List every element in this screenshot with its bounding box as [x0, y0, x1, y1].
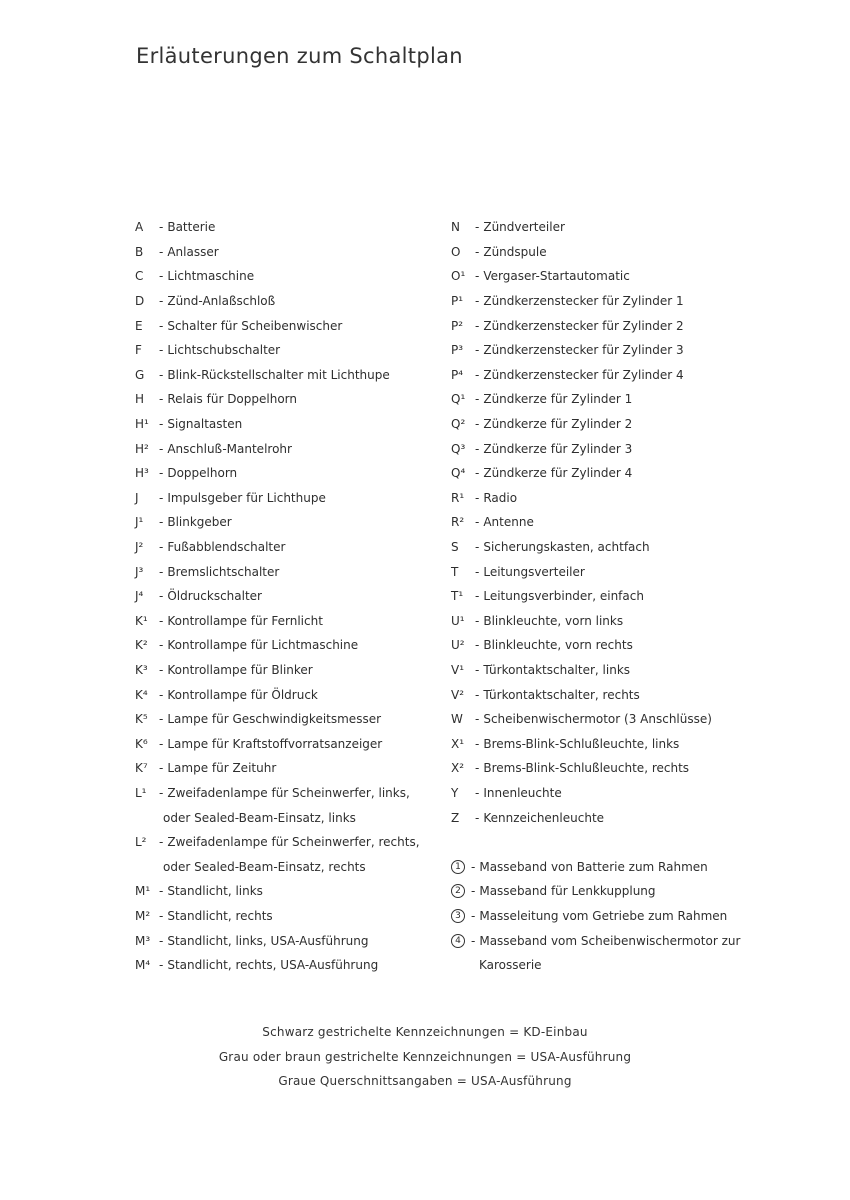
separator: -	[475, 392, 480, 407]
legend-entry	[451, 215, 841, 240]
circled-number: 2	[451, 884, 465, 898]
separator: -	[159, 392, 164, 407]
legend-entry	[135, 510, 445, 535]
legend-code: K⁵	[135, 712, 148, 727]
legend-entry	[135, 338, 445, 363]
legend-description: Blinkgeber	[167, 515, 232, 530]
legend-entry	[135, 854, 445, 879]
legend-code: Q¹	[451, 392, 466, 407]
legend-code: T¹	[451, 589, 464, 604]
separator: -	[475, 318, 480, 333]
separator: -	[475, 490, 480, 505]
legend-code: F	[135, 343, 142, 358]
legend-entry	[451, 510, 841, 535]
circled-number: 1	[451, 860, 465, 874]
ground-entry	[451, 904, 841, 929]
legend-code: Y	[451, 785, 459, 800]
legend-description: Radio	[483, 490, 518, 505]
spacer	[451, 830, 841, 855]
legend-description: Vergaser-Startautomatic	[483, 269, 630, 284]
legend-code: M³	[135, 933, 151, 948]
separator: -	[475, 638, 480, 653]
legend-entry	[135, 805, 445, 830]
separator: -	[475, 244, 480, 259]
legend-entry	[135, 559, 445, 584]
legend-entry	[135, 756, 445, 781]
legend-code: J⁴	[135, 589, 144, 604]
legend-code: V¹	[451, 662, 465, 677]
legend-description: Zündkerzenstecker für Zylinder 3	[483, 343, 684, 358]
separator: -	[159, 613, 164, 628]
separator: -	[159, 564, 164, 579]
separator: -	[475, 343, 480, 358]
legend-code: H	[135, 392, 145, 407]
legend-description: Zündkerzenstecker für Zylinder 4	[483, 367, 684, 382]
separator: -	[159, 244, 164, 259]
separator: -	[159, 367, 164, 382]
legend-description: Zündkerzenstecker für Zylinder 1	[483, 294, 684, 309]
separator: -	[159, 785, 164, 800]
legend-entry	[451, 756, 841, 781]
legend-entry	[135, 879, 445, 904]
legend-entry	[451, 805, 841, 830]
legend-code: E	[135, 318, 143, 333]
legend-description: Zweifadenlampe für Scheinwerfer, rechts,	[167, 835, 420, 850]
legend-code: C	[135, 269, 144, 284]
separator: -	[475, 761, 480, 776]
circled-number: 4	[451, 934, 465, 948]
legend-entry	[135, 731, 445, 756]
legend-code: P¹	[451, 294, 464, 309]
legend-code: P³	[451, 343, 464, 358]
ground-description: Masseband von Batterie zum Rahmen	[479, 859, 708, 874]
legend-entry	[451, 264, 841, 289]
separator: -	[475, 466, 480, 481]
legend-description: Kontrollampe für Fernlicht	[167, 613, 323, 628]
separator: -	[475, 441, 480, 456]
separator: -	[475, 613, 480, 628]
legend-entry	[451, 535, 841, 560]
legend-entry	[451, 363, 841, 388]
page-title: Erläuterungen zum Schaltplan	[136, 44, 463, 68]
legend-entry	[451, 412, 841, 437]
legend-code: S	[451, 540, 459, 555]
separator: -	[159, 417, 164, 432]
separator: -	[475, 564, 480, 579]
separator: -	[471, 859, 476, 874]
legend-description: Batterie	[167, 220, 216, 235]
legend-entry	[135, 387, 445, 412]
legend-description: Doppelhorn	[167, 466, 238, 481]
footnote-line: Grau oder braun gestrichelte Kennzeichnungen = USA-Ausführung	[218, 1049, 632, 1064]
footnotes	[0, 1020, 850, 1094]
ground-entry	[451, 953, 841, 978]
legend-description: Standlicht, links	[167, 884, 263, 899]
legend-description: Zündverteiler	[483, 220, 565, 235]
separator: -	[159, 269, 164, 284]
legend-description: Zündkerze für Zylinder 1	[483, 392, 633, 407]
legend-code: L¹	[135, 785, 147, 800]
separator: -	[475, 736, 480, 751]
legend-entry	[135, 682, 445, 707]
legend-entry	[135, 289, 445, 314]
legend-entry	[135, 609, 445, 634]
legend-code: V²	[451, 687, 465, 702]
legend-code: J¹	[135, 515, 144, 530]
legend-description: Standlicht, rechts	[167, 908, 273, 923]
legend-code: P⁴	[451, 367, 464, 382]
legend-description: Standlicht, links, USA-Ausführung	[167, 933, 369, 948]
legend-entry	[135, 264, 445, 289]
legend-code: A	[135, 220, 144, 235]
legend-code: M⁴	[135, 958, 151, 973]
legend-entry	[451, 609, 841, 634]
legend-code: T	[451, 564, 459, 579]
separator: -	[471, 933, 476, 948]
separator: -	[159, 441, 164, 456]
legend-entry	[135, 830, 445, 855]
legend-entry	[451, 633, 841, 658]
legend-entry	[451, 682, 841, 707]
legend-description: Standlicht, rechts, USA-Ausführung	[167, 958, 379, 973]
separator: -	[159, 220, 164, 235]
legend-entry	[451, 436, 841, 461]
ground-description: Masseband vom Scheibenwischermotor zur	[479, 933, 741, 948]
legend-description: Blinkleuchte, vorn links	[483, 613, 624, 628]
legend-code: X²	[451, 761, 465, 776]
legend-entry	[135, 781, 445, 806]
legend-code: M¹	[135, 884, 151, 899]
legend-code: P²	[451, 318, 464, 333]
circled-number: 3	[451, 909, 465, 923]
legend-description: Brems-Blink-Schlußleuchte, rechts	[483, 761, 690, 776]
separator: -	[159, 687, 164, 702]
legend-entry	[135, 535, 445, 560]
separator: -	[159, 318, 164, 333]
legend-description: Zünd-Anlaßschloß	[167, 294, 276, 309]
legend-entry	[135, 928, 445, 953]
ground-entry	[451, 854, 841, 879]
legend-description: Blink-Rückstellschalter mit Lichthupe	[167, 367, 390, 382]
separator: -	[159, 761, 164, 776]
ground-description: Masseleitung vom Getriebe zum Rahmen	[479, 908, 728, 923]
legend-description: Antenne	[483, 515, 534, 530]
legend-description: Zweifadenlampe für Scheinwerfer, links,	[167, 785, 410, 800]
legend-code: K¹	[135, 613, 148, 628]
legend-entry	[451, 707, 841, 732]
legend-description: Fußabblendschalter	[167, 540, 286, 555]
legend-code: R¹	[451, 490, 465, 505]
legend-entry	[135, 313, 445, 338]
separator: -	[475, 687, 480, 702]
legend-description: Zündkerze für Zylinder 4	[483, 466, 633, 481]
separator: -	[159, 958, 164, 973]
separator: -	[475, 662, 480, 677]
legend-code: Z	[451, 810, 460, 825]
legend-code: K²	[135, 638, 148, 653]
legend-code: N	[451, 220, 460, 235]
legend-entry	[135, 461, 445, 486]
separator: -	[159, 540, 164, 555]
separator: -	[475, 515, 480, 530]
legend-description: Öldruckschalter	[167, 589, 262, 604]
legend-description: Lichtmaschine	[167, 269, 255, 284]
legend-column-left	[135, 215, 445, 977]
separator: -	[159, 466, 164, 481]
legend-code: H¹	[135, 417, 149, 432]
separator: -	[475, 589, 480, 604]
legend-description: Zündspule	[483, 244, 547, 259]
legend-entry	[135, 707, 445, 732]
separator: -	[159, 835, 164, 850]
separator: -	[159, 736, 164, 751]
legend-code: Q⁴	[451, 466, 466, 481]
legend-code: X¹	[451, 736, 465, 751]
separator: -	[159, 490, 164, 505]
legend-code: U¹	[451, 613, 465, 628]
ground-description: Karosserie	[479, 958, 542, 973]
separator: -	[475, 810, 480, 825]
legend-entry	[135, 953, 445, 978]
separator: -	[475, 785, 480, 800]
legend-entry	[135, 215, 445, 240]
legend-description: Kontrollampe für Blinker	[167, 662, 313, 677]
legend-description: Kontrollampe für Lichtmaschine	[167, 638, 359, 653]
legend-code: W	[451, 712, 463, 727]
legend-code: K⁷	[135, 761, 148, 776]
separator: -	[159, 343, 164, 358]
legend-column-right	[451, 215, 841, 977]
legend-description: Kontrollampe für Öldruck	[167, 687, 318, 702]
legend-code: O	[451, 244, 461, 259]
legend-code: K³	[135, 662, 148, 677]
legend-description: Anlasser	[167, 244, 219, 259]
separator: -	[475, 367, 480, 382]
separator: -	[159, 908, 164, 923]
legend-code: K⁴	[135, 687, 148, 702]
legend-entry	[135, 904, 445, 929]
legend-code: U²	[451, 638, 465, 653]
legend-entry	[451, 387, 841, 412]
legend-entry	[451, 658, 841, 683]
legend-code: D	[135, 294, 145, 309]
legend-code: L²	[135, 835, 147, 850]
legend-description: Lampe für Zeituhr	[167, 761, 277, 776]
separator: -	[159, 933, 164, 948]
separator: -	[159, 294, 164, 309]
legend-description: Impulsgeber für Lichthupe	[167, 490, 326, 505]
separator: -	[471, 908, 476, 923]
legend-entry	[451, 781, 841, 806]
legend-description: oder Sealed-Beam-Einsatz, links	[163, 810, 356, 825]
legend-description: oder Sealed-Beam-Einsatz, rechts	[163, 859, 366, 874]
separator: -	[475, 712, 480, 727]
separator: -	[159, 515, 164, 530]
separator: -	[159, 712, 164, 727]
legend-code: J²	[135, 540, 144, 555]
legend-description: Lampe für Geschwindigkeitsmesser	[167, 712, 382, 727]
legend-entry	[451, 486, 841, 511]
legend-description: Zündkerzenstecker für Zylinder 2	[483, 318, 684, 333]
legend-entry	[135, 363, 445, 388]
legend-entry	[451, 461, 841, 486]
legend-description: Lichtschubschalter	[167, 343, 281, 358]
legend-entry	[451, 240, 841, 265]
ground-entry	[451, 928, 841, 953]
legend-code: J³	[135, 564, 144, 579]
legend-description: Innenleuchte	[483, 785, 562, 800]
legend-code: K⁶	[135, 736, 148, 751]
legend-entry	[135, 658, 445, 683]
legend-description: Sicherungskasten, achtfach	[483, 540, 650, 555]
ground-entry	[451, 879, 841, 904]
legend-description: Lampe für Kraftstoffvorratsanzeiger	[167, 736, 383, 751]
legend-entry	[135, 240, 445, 265]
legend-description: Leitungsverteiler	[483, 564, 585, 579]
legend-code: M²	[135, 908, 151, 923]
separator: -	[159, 589, 164, 604]
legend-description: Bremslichtschalter	[167, 564, 280, 579]
legend-entry	[451, 559, 841, 584]
legend-code: J	[135, 490, 139, 505]
legend-code: H²	[135, 441, 149, 456]
legend-description: Brems-Blink-Schlußleuchte, links	[483, 736, 680, 751]
legend-entry	[135, 436, 445, 461]
legend-code: O¹	[451, 269, 466, 284]
separator: -	[475, 417, 480, 432]
legend-description: Scheibenwischermotor (3 Anschlüsse)	[483, 712, 712, 727]
legend-code: G	[135, 367, 145, 382]
legend-entry	[135, 412, 445, 437]
legend-description: Blinkleuchte, vorn rechts	[483, 638, 633, 653]
legend-description: Kennzeichenleuchte	[483, 810, 605, 825]
legend-entry	[135, 486, 445, 511]
legend-entry	[451, 338, 841, 363]
separator: -	[475, 220, 480, 235]
separator: -	[475, 269, 480, 284]
footnote-line: Schwarz gestrichelte Kennzeichnungen = KD-Einbau	[262, 1025, 588, 1039]
legend-entry	[451, 584, 841, 609]
legend-entry	[451, 313, 841, 338]
separator: -	[475, 294, 480, 309]
separator: -	[159, 662, 164, 677]
legend-code: R²	[451, 515, 465, 530]
legend-code: B	[135, 244, 144, 259]
legend-description: Schalter für Scheibenwischer	[167, 318, 343, 333]
legend-description: Signaltasten	[167, 417, 243, 432]
separator: -	[471, 884, 476, 899]
legend-description: Türkontaktschalter, links	[483, 662, 631, 677]
separator: -	[159, 884, 164, 899]
legend-entry	[451, 289, 841, 314]
footnote-line: Graue Querschnittsangaben = USA-Ausführung	[278, 1074, 572, 1088]
separator: -	[159, 638, 164, 653]
legend-description: Anschluß-Mantelrohr	[167, 441, 292, 456]
legend-code: Q³	[451, 441, 466, 456]
legend-description: Zündkerze für Zylinder 3	[483, 441, 633, 456]
legend-description: Zündkerze für Zylinder 2	[483, 417, 633, 432]
legend-entry	[451, 731, 841, 756]
legend-description: Relais für Doppelhorn	[167, 392, 297, 407]
legend-code: H³	[135, 466, 149, 481]
legend-entry	[135, 633, 445, 658]
ground-description: Masseband für Lenkkupplung	[479, 884, 656, 899]
legend-description: Leitungsverbinder, einfach	[483, 589, 644, 604]
separator: -	[475, 540, 480, 555]
legend-description: Türkontaktschalter, rechts	[483, 687, 640, 702]
legend-entry	[135, 584, 445, 609]
legend-code: Q²	[451, 417, 466, 432]
